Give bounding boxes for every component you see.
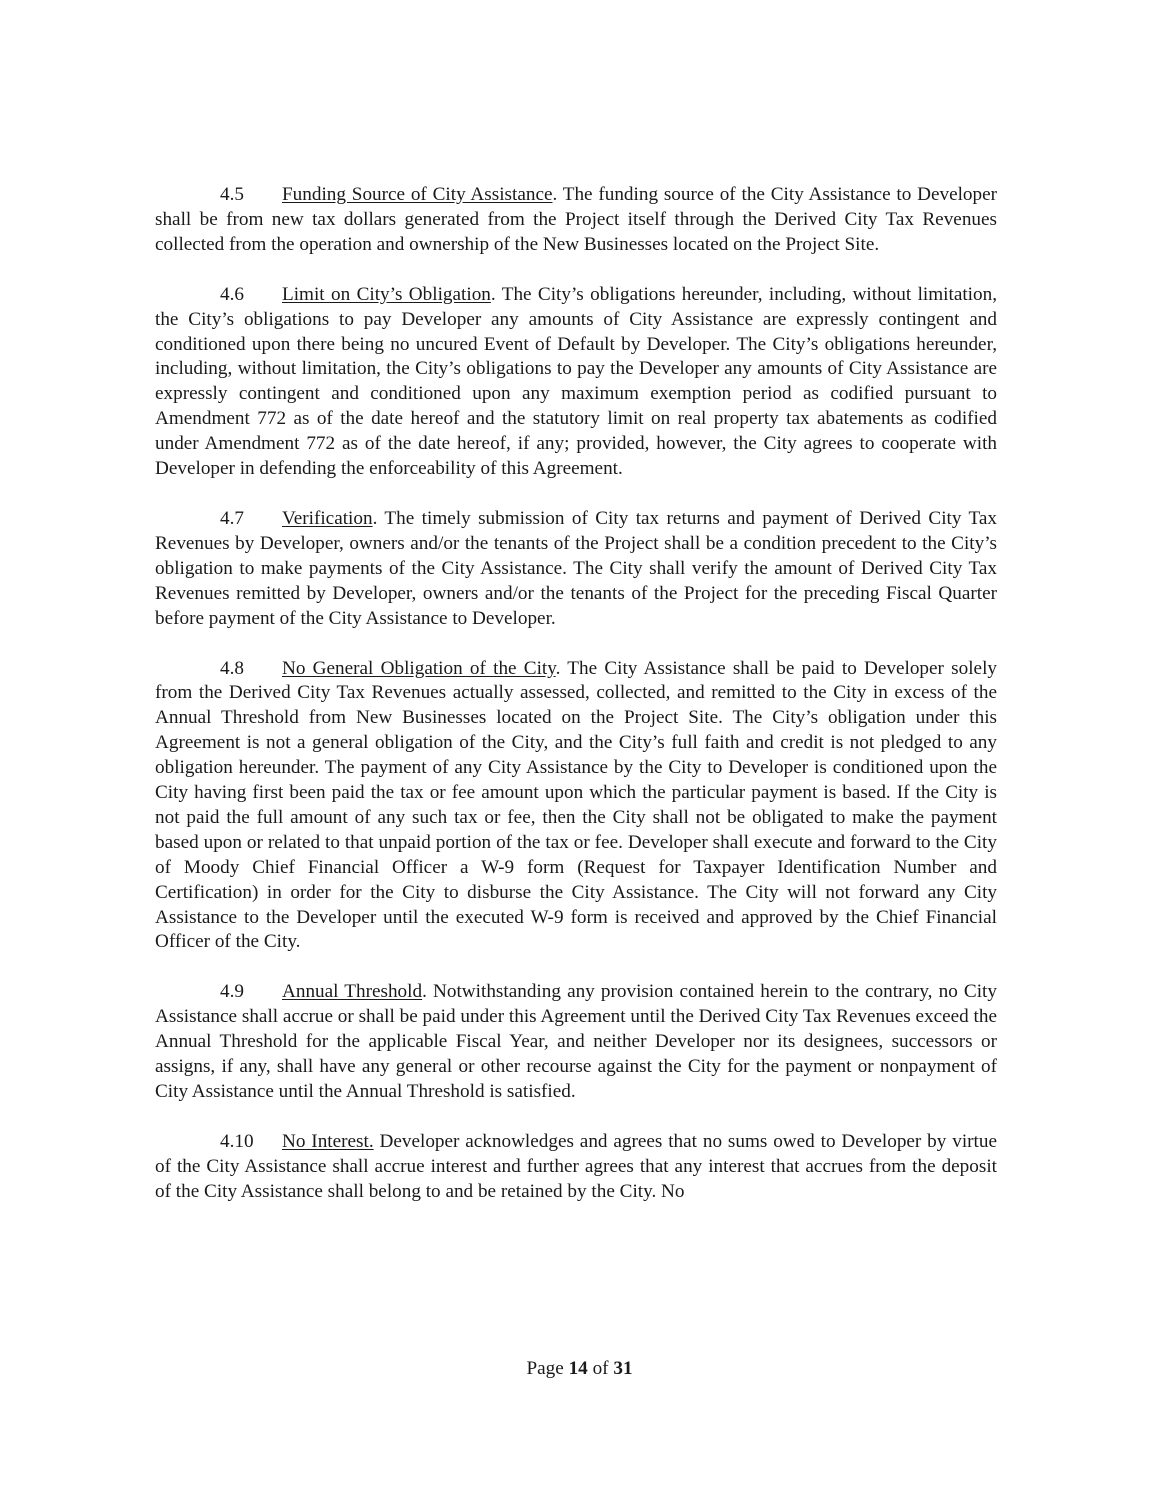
section-number: 4.6 — [220, 283, 244, 305]
section-heading: No Interest. — [282, 1130, 374, 1152]
page-footer — [0, 1357, 1159, 1381]
section-body: . The City Assistance shall be paid to Developer solely from the Derived City Tax Revenues actually assessed, collected, and remitted to the City in excess of the Annual Threshold from New Businesses located on the Project Site. The City’s obligation under this Agreement is not a general obligation of the City, and the City’s full faith and credit is not pledged to any obligation hereunder. The payment of any City Assistance by the City to Developer is conditioned upon the City having first been paid the tax or fee amount upon which the particular payment is based. If the City is not paid the full amount of any such tax or fee, then the City shall not be obligated to make the payment based upon or related to that unpaid portion of the tax or fee. Developer shall execute and forward to the City of Moody Chief Financial Officer a W-9 form (Request for Taxpayer Identification Number and Certification) in order for the City to disburse the City Assistance. The City will not forward any City Assistance to the Developer until the executed W-9 form is received and approved by the Chief Financial Officer of the City. — [155, 657, 997, 953]
page-label: Page — [526, 1358, 569, 1379]
section-heading: Verification — [282, 507, 373, 529]
section-4-10 — [155, 1130, 997, 1205]
section-4-7 — [155, 507, 997, 632]
page-total: 31 — [613, 1358, 633, 1379]
section-body: Developer acknowledges and agrees that no sums owed to Developer by virtue of the City Assistance shall accrue interest and further agrees that any interest that accrues from the deposit of the City Assistance shall belong to and be retained by the City. No — [155, 1130, 997, 1202]
section-number: 4.10 — [220, 1130, 254, 1152]
section-heading: Limit on City’s Obligation — [282, 283, 491, 305]
section-body: . Notwithstanding any provision contained herein to the contrary, no City Assistance shall accrue or shall be paid under this Agreement until the Derived City Tax Revenues exceed the Annual Threshold for the applicable Fiscal Year, and neither Developer nor its designees, successors or assigns, if any, shall have any general or other recourse against the City for the payment or nonpayment of City Assistance until the Annual Threshold is satisfied. — [155, 981, 997, 1102]
section-number: 4.5 — [220, 184, 244, 205]
section-heading: Annual Threshold — [282, 981, 423, 1003]
section-heading: Funding Source of City Assistance — [282, 184, 553, 205]
section-body: . The timely submission of City tax returns and payment of Derived City Tax Revenues by Developer, owners and/or the tenants of the Project shall be a condition precedent to the City’s obligation to make payments of the City Assistance. The City shall verify the amount of Derived City Tax Revenues remitted by Developer, owners and/or the tenants of the Project for the preceding Fiscal Quarter before payment of the City Assistance to Developer. — [155, 507, 997, 629]
section-4-8 — [155, 657, 997, 956]
document-body — [155, 183, 997, 1230]
section-4-6 — [155, 283, 997, 482]
page-number: 14 — [568, 1358, 588, 1379]
section-body: . The funding source of the City Assistance to Developer shall be from new tax dollars generated from the Project itself through the Derived City Tax Revenues collected from the operation and ownership of the New Businesses located on the Project Site. — [155, 184, 998, 255]
section-number: 4.7 — [220, 507, 244, 529]
section-4-5 — [155, 183, 997, 258]
section-number: 4.9 — [220, 981, 244, 1003]
section-body: . The City’s obligations hereunder, including, without limitation, the City’s obligations to pay Developer any amounts of City Assistance are expressly contingent and conditioned upon there being no uncured Event of Default by Developer. The City’s obligations hereunder, including, without limitation, the City’s obligations to pay the Developer any amounts of City Assistance are expressly contingent and conditioned upon any maximum exemption period as codified pursuant to Amendment 772 as of the date hereof and the statutory limit on real property tax abatements as codified under Amendment 772 as of the date hereof, if any; provided, however, the City agrees to cooperate with Developer in defending the enforceability of this Agreement. — [155, 283, 997, 480]
page-of-label: of — [587, 1358, 614, 1379]
section-4-9 — [155, 980, 997, 1105]
section-heading: No General Obligation of the City — [282, 657, 556, 679]
section-number: 4.8 — [220, 657, 244, 679]
